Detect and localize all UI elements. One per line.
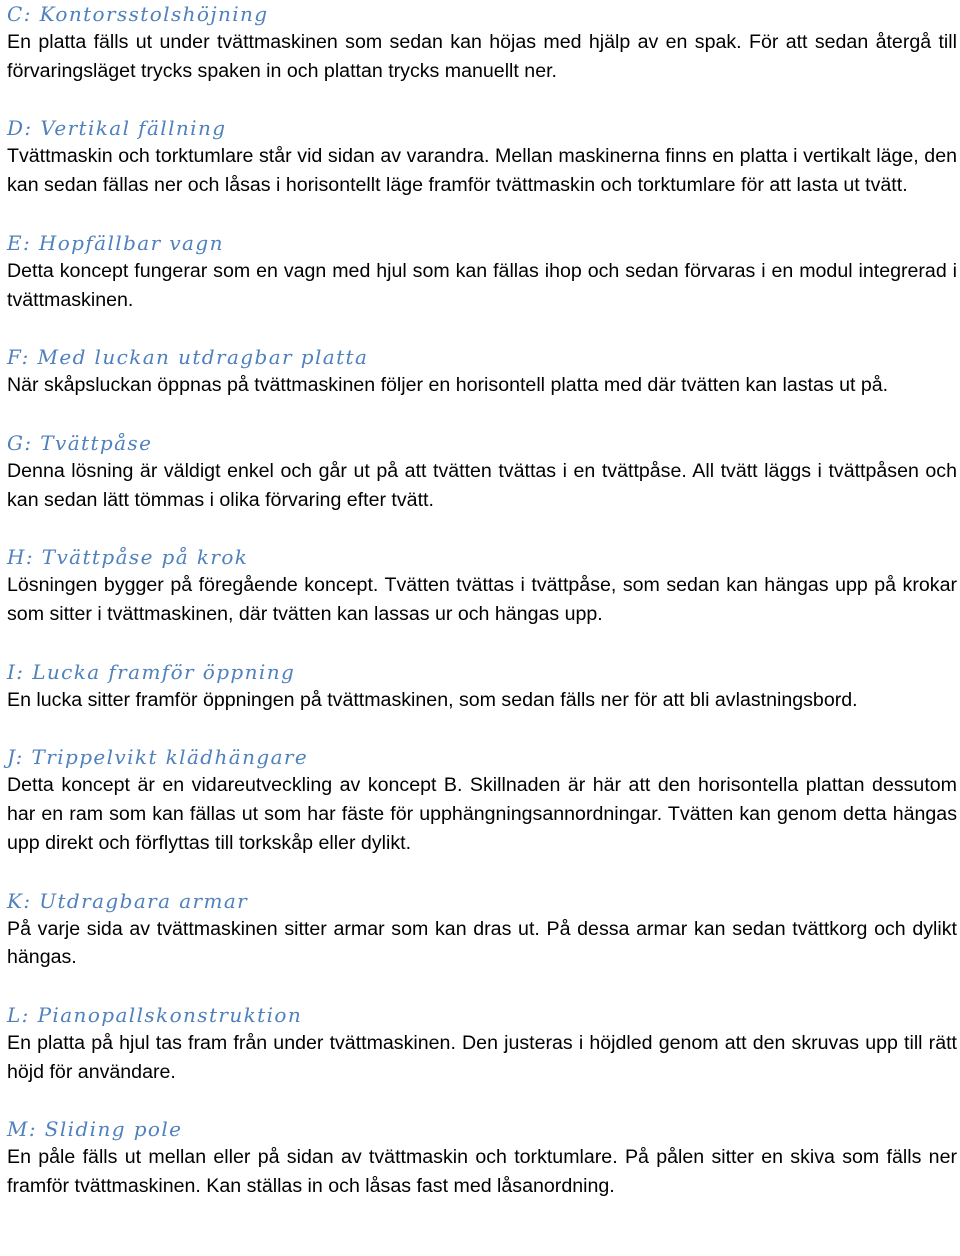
section-text: Detta koncept fungerar som en vagn med hjul som kan fällas ihop och sedan förvaras i en modul integrerad i tvättmaskinen.: [7, 259, 957, 311]
section-l: [7, 1001, 957, 1086]
section-gap: [7, 714, 957, 743]
section-heading: G: Tvättpåse: [7, 430, 153, 455]
section-gap: [7, 629, 957, 658]
section-gap: [7, 400, 957, 429]
section-h: [7, 543, 957, 628]
section-c: [7, 0, 957, 85]
section-f: [7, 343, 957, 400]
section-gap: [7, 514, 957, 543]
section-heading: E: Hopfällbar vagn: [7, 230, 224, 255]
section-heading: L: Pianopallskonstruktion: [7, 1002, 303, 1027]
section-heading: D: Vertikal fällning: [7, 116, 227, 141]
section-text: En påle fälls ut mellan eller på sidan av tvättmaskin och torktumlare. På pålen sitter en skiva som fälls ner framför tvättmaskinen. Kan ställas in och låsas fast med låsanordning.: [7, 1146, 957, 1198]
section-m: [7, 1115, 957, 1200]
section-text: En lucka sitter framför öppningen på tvättmaskinen, som sedan fälls ner för att bli avlastningsbord.: [7, 688, 858, 711]
section-gap: [7, 858, 957, 887]
section-text: När skåpsluckan öppnas på tvättmaskinen följer en horisontell platta med där tvätten kan lastas ut på.: [7, 374, 889, 397]
section-gap: [7, 200, 957, 229]
section-heading: F: Med luckan utdragbar platta: [7, 345, 369, 370]
section-heading: H: Tvättpåse på krok: [7, 545, 249, 570]
section-text: Tvättmaskin och torktumlare står vid sidan av varandra. Mellan maskinerna finns en platta i vertikalt läge, den kan sedan fällas ner och låsas i horisontellt läge framför tvättmaskin och torktumlare för att lasta ut tvätt.: [7, 145, 957, 197]
section-e: [7, 229, 957, 314]
section-gap: [7, 972, 957, 1001]
section-heading: I: Lucka framför öppning: [7, 659, 296, 684]
section-i: [7, 658, 957, 715]
section-heading: J: Trippelvikt klädhängare: [7, 745, 309, 770]
section-gap: [7, 1086, 957, 1115]
section-text: Lösningen bygger på föregående koncept. Tvätten tvättas i tvättpåse, som sedan kan hängas upp på krokar som sitter i tvättmaskinen, där tvätten kan lassas ur och hängas upp.: [7, 574, 957, 626]
section-text: Detta koncept är en vidareutveckling av koncept B. Skillnaden är här att den horisontella plattan dessutom har en ram som kan fällas ut som har fäste för upphängningsannordningar. Tvätten kan genom detta hängas upp direkt och förflyttas till torkskåp eller dylikt.: [7, 774, 957, 854]
section-k: [7, 887, 957, 972]
section-text: En platta fälls ut under tvättmaskinen som sedan kan höjas med hjälp av en spak. För att sedan återgå till förvaringsläget trycks spaken in och plattan trycks manuellt ner.: [7, 31, 957, 82]
section-j: [7, 743, 957, 857]
section-g: [7, 429, 957, 514]
section-heading: K: Utdragbara armar: [7, 888, 249, 913]
section-heading: M: Sliding pole: [7, 1117, 183, 1142]
section-gap: [7, 85, 957, 114]
section-heading: C: Kontorsstolshöjning: [7, 2, 269, 26]
section-text: Denna lösning är väldigt enkel och går ut på att tvätten tvättas i en tvättpåse. All tvätt läggs i tvättpåsen och kan sedan lätt tömmas i olika förvaring efter tvätt.: [7, 459, 957, 511]
document-page: [7, 0, 957, 1201]
section-gap: [7, 314, 957, 343]
section-text: En platta på hjul tas fram från under tvättmaskinen. Den justeras i höjdled genom att den skruvas upp till rätt höjd för användare.: [7, 1031, 957, 1083]
section-text: På varje sida av tvättmaskinen sitter armar som kan dras ut. På dessa armar kan sedan tvättkorg och dylikt hängas.: [7, 917, 957, 969]
section-d: [7, 114, 957, 199]
